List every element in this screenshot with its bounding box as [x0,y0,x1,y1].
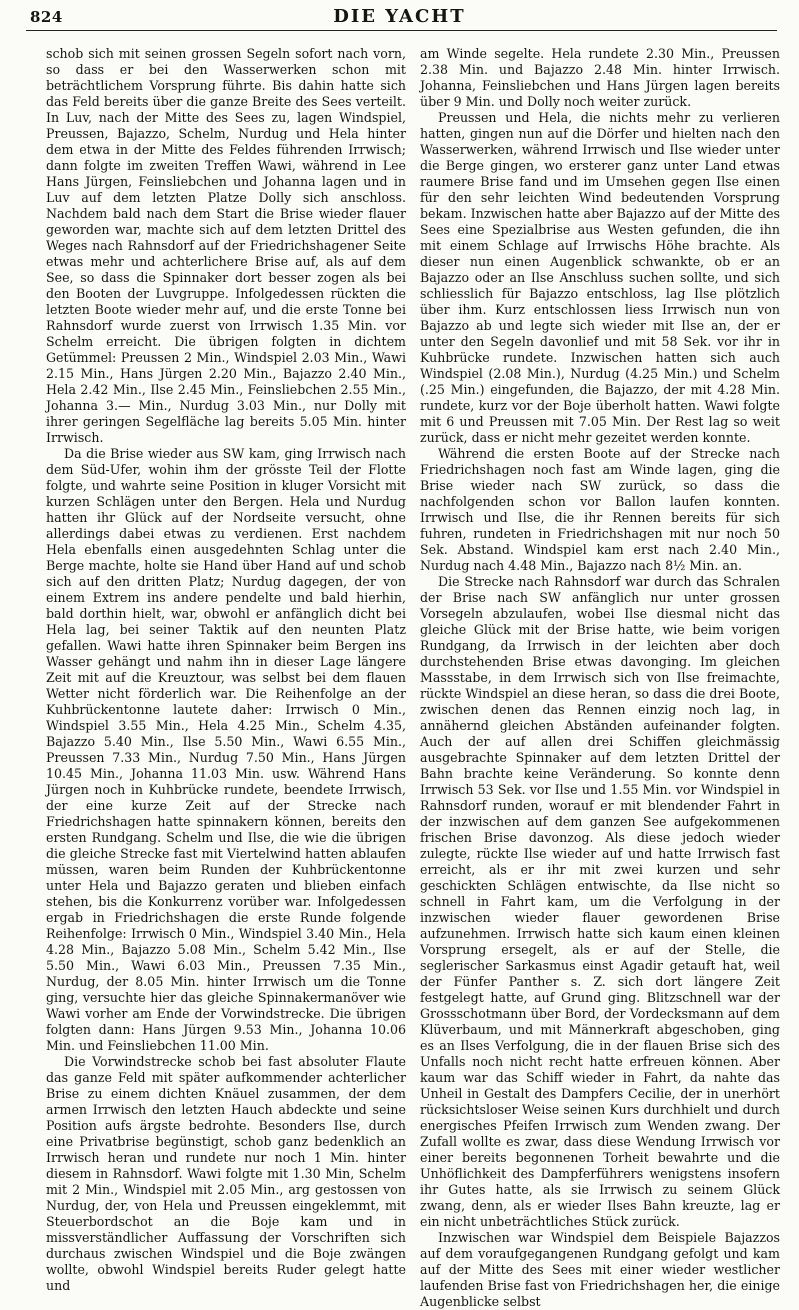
left-column [46,46,406,1294]
paragraph: Preussen und Hela, die nichts mehr zu verlieren hatten, gingen nun auf die Dörfer und hielten nach den Wasserwerken, während Irrwisch und Ilse wieder unter die Berge gingen, wo ersterer ganz unter Land etwas raumere Brise fand und im Umsehen gegen Ilse einen für den sehr leichten Wind bedeutenden Vorsprung bekam. Inzwischen hatte aber Bajazzo auf der Mitte des Sees eine Spezialbrise aus Westen gefunden, die ihn mit einem Schlage auf Irrwischs Höhe brachte. Als dieser nun einen Augenblick schwankte, ob er an Bajazzo oder an Ilse Anschluss suchen sollte, und sich schliesslich für Bajazzo entschloss, lag Ilse plötzlich über ihm. Kurz entschlossen liess Irrwisch nun von Bajazzo ab und legte sich wieder mit Ilse an, der er unter den Segeln davonlief und mit 58 Sek. vor ihr in Kuhbrücke rundete. Inzwischen hatten sich auch Windspiel (2.08 Min.), Nurdug (4.25 Min.) und Schelm (.25 Min.) eingefunden, die Bajazzo, der mit 4.28 Min. rundete, kurz vor der Boje überholt hatten. Wawi folgte mit 6 und Preussen mit 7.05 Min. Der Rest lag so weit zurück, dass er nicht mehr gezeitet werden konnte. [420,110,780,445]
paragraph: Während die ersten Boote auf der Strecke nach Friedrichshagen noch fast am Winde lagen, ging die Brise wieder nach SW zurück, so dass die nachfolgenden schon vor Ballon laufen konnten. Irrwisch und Ilse, die ihr Rennen bereits für sich fuhren, rundeten in Friedrichshagen mit nur noch 50 Sek. Abstand. Windspiel kam erst nach 2.40 Min., Nurdug nach 4.48 Min., Bajazzo nach 8½ Min. an. [420,446,780,573]
right-column [420,46,780,1310]
paragraph: Da die Brise wieder aus SW kam, ging Irrwisch nach dem Süd-Ufer, wohin ihm der grösste Teil der Flotte folgte, und wahrte seine Position in kluger Vorsicht mit kurzen Schlägen unter den Bergen. Hela und Nurdug hatten ihr Glück auf der Nordseite versucht, ohne allerdings dabei etwas zu verdienen. Erst nachdem Hela ebenfalls einen ausgedehnten Schlag unter die Berge machte, holte sie Hand über Hand auf und schob sich auf den dritten Platz; Nurdug dagegen, der von einem Extrem ins andere pendelte und bald hierhin, bald dorthin hielt, war, obwohl er anfänglich dicht bei Hela lag, bei seiner Taktik auf den neunten Platz gefallen. Wawi hatte ihren Spinnaker beim Bergen ins Wasser gehängt und nahm ihn in dieser Lage längere Zeit mit auf die Kreuztour, was selbst bei dem flauen Wetter nicht förderlich war. Die Reihenfolge an der Kuhbrückentonne lautete daher: Irrwisch 0 Min., Windspiel 3.55 Min., Hela 4.25 Min., Schelm 4.35, Bajazzo 5.40 Min., Ilse 5.50 Min., Wawi 6.55 Min., Preussen 7.33 Min., Nurdug 7.50 Min., Hans Jürgen 10.45 Min., Johanna 11.03 Min. usw. Während Hans Jürgen noch in Kuhbrücke rundete, beendete Irrwisch, der eine kurze Zeit auf der Strecke nach Friedrichshagen hatte spinnakern können, bereits den ersten Rundgang. Schelm und Ilse, die wie die übrigen die gleiche Strecke fast mit Viertelwind hatten ablaufen müssen, waren beim Runden der Kuhbrückentonne unter Hela und Bajazzo geraten und blieben einfach stehen, bis die Konkurrenz vorüber war. Infolgedessen ergab in Friedrichshagen die erste Runde folgende Reihenfolge: Irrwisch 0 Min., Windspiel 3.40 Min., Hela 4.28 Min., Bajazzo 5.08 Min., Schelm 5.42 Min., Ilse 5.50 Min., Wawi 6.03 Min., Preussen 7.35 Min., Nurdug, der 8.05 Min. hinter Irrwisch um die Tonne ging, versuchte hier das gleiche Spinnakermanöver wie Wawi vorher am Ende der Vorwindstrecke. Die übrigen folgten dann: Hans Jürgen 9.53 Min., Johanna 10.06 Min. und Feinsliebchen 11.00 Min. [46,446,406,1053]
page-header [26,5,773,31]
paragraph: am Winde segelte. Hela rundete 2.30 Min., Preussen 2.38 Min. und Bajazzo 2.48 Min. hinter Irrwisch. Johanna, Feinsliebchen und Hans Jürgen lagen bereits über 9 Min. und Dolly noch weiter zurück. [420,46,780,109]
paragraph: Die Vorwindstrecke schob bei fast absoluter Flaute das ganze Feld mit später aufkommender achterlicher Brise zu einem dichten Knäuel zusammen, der dem armen Irrwisch den letzten Hauch abdeckte und seine Position aufs ärgste bedrohte. Besonders Ilse, durch eine Privatbrise begünstigt, schob ganz bedenklich an Irrwisch heran und rundete nur noch 1 Min. hinter diesem in Rahnsdorf. Wawi folgte mit 1.30 Min, Schelm mit 2 Min., Windspiel mit 2.05 Min., arg gestossen von Nurdug, der, von Hela und Preussen eingeklemmt, mit Steuerbordschot an die Boje kam und in missverständlicher Auffassung der Vorschriften sich durchaus zwischen Windspiel und die Boje zwängen wollte, obwohl Windspiel bereits Ruder gelegt hatte und [46,1054,406,1293]
header-rule [26,30,777,31]
paragraph: schob sich mit seinen grossen Segeln sofort nach vorn, so dass er bei den Wasserwerken schon mit beträchtlichem Vorsprung führte. Bis dahin hatte sich das Feld bereits über die ganze Breite des Sees verteilt. In Luv, nach der Mitte des Sees zu, lagen Windspiel, Preussen, Bajazzo, Schelm, Nurdug und Hela hinter dem etwa in der Mitte des Feldes führenden Irrwisch; dann folgte im zweiten Treffen Wawi, während in Lee Hans Jürgen, Feinsliebchen und Johanna lagen und in Luv auf dem letzten Platze Dolly sich anschloss. Nachdem bald nach dem Start die Brise wieder flauer geworden war, machte sich auf dem letzten Drittel des Weges nach Rahnsdorf auf der Friedrichshagener Seite etwas mehr und achterlichere Brise auf, als auf dem See, so dass die Spinnaker dort besser zogen als bei den Booten der Luvgruppe. Infolgedessen rückten die letzten Boote wieder mehr auf, und die erste Tonne bei Rahnsdorf wurde zuerst von Irrwisch 1.35 Min. vor Schelm erreicht. Die übrigen folgten in dichtem Getümmel: Preussen 2 Min., Windspiel 2.03 Min., Wawi 2.15 Min., Hans Jürgen 2.20 Min., Bajazzo 2.40 Min., Hela 2.42 Min., Ilse 2.45 Min., Feinsliebchen 2.55 Min., Johanna 3.— Min., Nurdug 3.03 Min., nur Dolly mit ihrer geringen Segelfläche lag bereits 5.05 Min. hinter Irrwisch. [46,46,406,445]
paragraph: Die Strecke nach Rahnsdorf war durch das Schralen der Brise nach SW anfänglich nur unter grossen Vorsegeln abzulaufen, wobei Ilse diesmal nicht das gleiche Glück mit der Brise hatte, wie beim vorigen Rundgang, da Irrwisch in der leichten aber doch durchstehenden Brise etwas davonging. Im gleichen Massstabe, in dem Irrwisch sich von Ilse freimachte, rückte Windspiel an diese heran, so dass die drei Boote, zwischen denen das Rennen einzig noch lag, in annähernd gleichen Abständen aufeinander folgten. Auch der auf allen drei Schiffen gleichmässig ausgebrachte Spinnaker auf dem letzten Drittel der Bahn brachte keine Veränderung. So konnte denn Irrwisch 53 Sek. vor Ilse und 1.55 Min. vor Windspiel in Rahnsdorf runden, worauf er mit blendender Fahrt in der inzwischen auf dem ganzen See aufgekommenen frischen Brise davonzog. Als diese jedoch wieder zulegte, rückte Ilse wieder auf und hatte Irrwisch fast erreicht, als er ihr mit zwei kurzen und sehr geschickten Schlägen entwischte, da Ilse nicht so schnell in Fahrt kam, um die Verfolgung in der inzwischen wieder flauer gewordenen Brise aufzunehmen. Irrwisch hatte sich kaum einen kleinen Vorsprung ersegelt, als er auf der Stelle, die seglerischer Sarkasmus einst Agadir getauft hat, weil der Fünfer Panther s. Z. sich dort längere Zeit festgelegt hatte, auf Grund ging. Blitzschnell war der Grossschotmann über Bord, der Vordecksmann auf dem Klüverbaum, und mit Männerkraft abgeschoben, ging es an Ilses Verfolgung, die in der flauen Brise sich des Unfalls noch nicht recht hatte erfreuen können. Aber kaum war das Schiff wieder in Fahrt, da nahte das Unheil in Gestalt des Dampfers Cecilie, der in unerhört rücksichtsloser Weise seinen Kurs durchhielt und durch energisches Pfeifen Irrwisch zum Wenden zwang. Der Zufall wollte es zwar, dass diese Wendung Irrwisch vor einer bereits begonnenen Torheit bewahrte und die Unhöflichkeit des Dampferführers wenigstens insofern ihr Gutes hatte, als sie Irrwisch zu seinem Glück zwang, denn, als er wieder Ilses Bahn kreuzte, lag er ein nicht unbeträchtliches Stück zurück. [420,574,780,1229]
paragraph: Inzwischen war Windspiel dem Beispiele Bajazzos auf dem voraufgegangenen Rundgang gefolgt und kam auf der Mitte des Sees mit einer wieder westlicher laufenden Brise fast von Friedrichshagen her, die einige Augenblicke selbst [420,1230,780,1309]
journal-title: DIE YACHT [333,6,466,27]
page-number: 824 [30,8,63,26]
